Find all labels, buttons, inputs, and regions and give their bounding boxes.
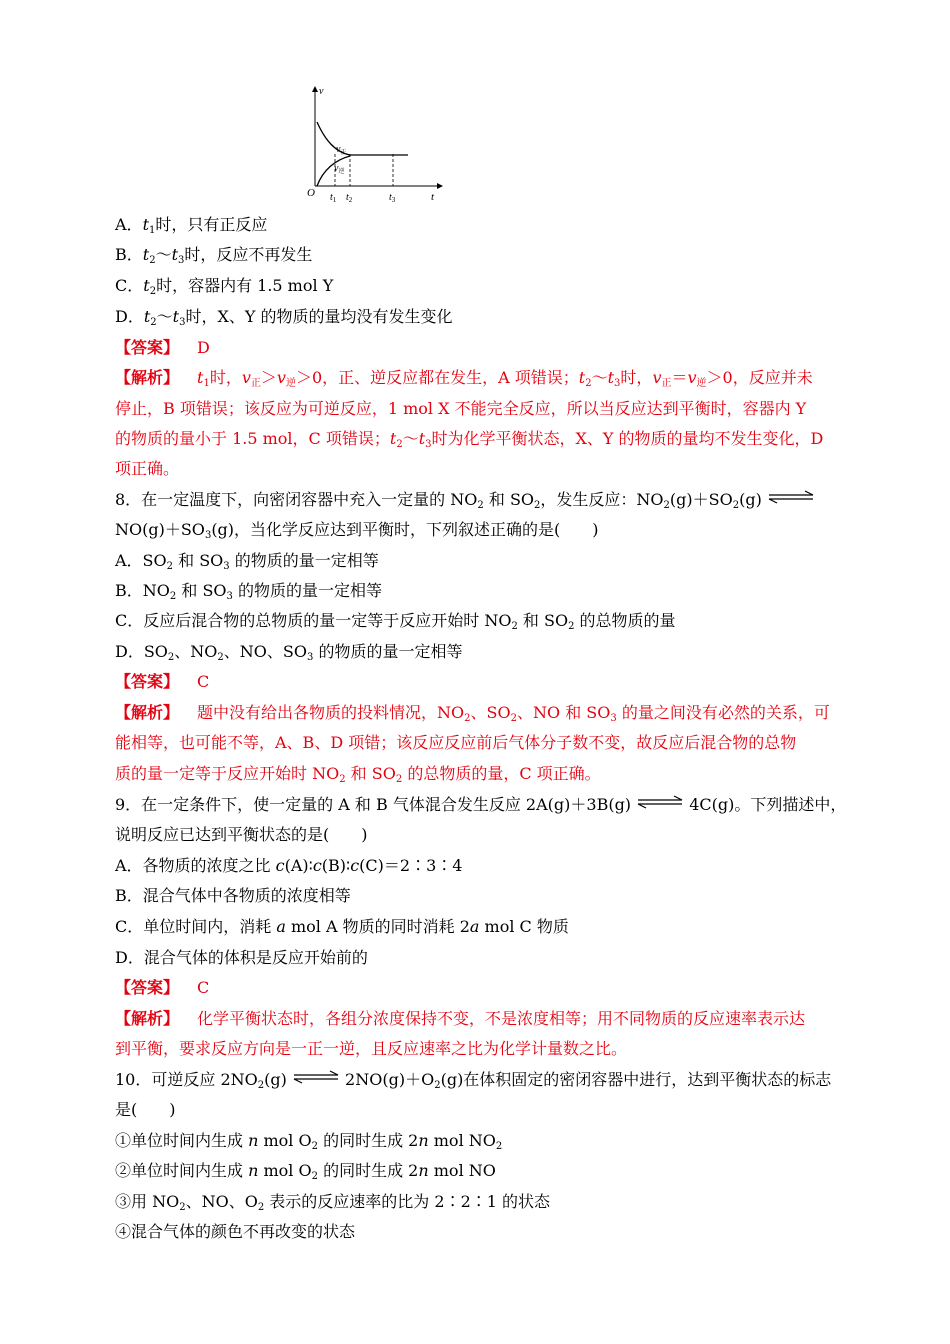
reversible-arrow-icon bbox=[636, 795, 684, 809]
q9-option-c: C．单位时间内，消耗 a mol A 物质的同时消耗 2a mol C 物质 bbox=[115, 917, 569, 936]
q7-option-d: D．$t_2\sim t_3$时，X、Y 的物质的量均没有发生变化 bbox=[115, 307, 453, 328]
x-axis-label: t bbox=[431, 191, 435, 203]
q8-option-c: C．反应后混合物的总物质的量一定等于反应开始时 $NO_2$ 和 $SO_2$ 的总物质的量 bbox=[115, 611, 676, 632]
reversible-arrow-icon bbox=[292, 1070, 340, 1084]
v-reverse-label: $v_逆$ bbox=[334, 163, 345, 175]
q9-stem-line-2: 说明反应已达到平衡状态的是( ) bbox=[115, 825, 368, 844]
q9-stem-line-1: 9．在一定条件下，使一定量的 A 和 B 气体混合发生反应 2A(g)＋3B(g) 4C(g)。下列描述中， bbox=[115, 795, 847, 814]
q9-option-b: B．混合气体中各物质的浓度相等 bbox=[115, 886, 351, 905]
q7-analysis-line-2: 停止，B 项错误；该反应为可逆反应，1 mol X 不能完全反应，所以当反应达到平衡时，容器内 Y bbox=[115, 399, 807, 418]
q9-option-d: D．混合气体的体积是反应开始前的 bbox=[115, 948, 368, 967]
rate-time-graph-svg bbox=[290, 82, 450, 207]
q7-option-c: C．$t_2$时，容器内有 1.5 mol Y bbox=[115, 276, 334, 297]
rate-time-graph bbox=[290, 82, 450, 207]
q10-stem-line-1: 10．可逆反应 $2NO_2(g)$ $2NO(g)+O_2(g)$在体积固定的密闭容器中进行，达到平衡状态的标志 bbox=[115, 1070, 832, 1091]
q9-answer: 【答案】 C bbox=[115, 978, 210, 997]
q7-analysis-line-1: 【解析】 $t_1$时，$v_正>v_逆>0$，正、逆反应都在发生，A 项错误；$t_2\sim t_3$时，$v_正=v_逆>0$，反应并未 bbox=[115, 368, 813, 389]
q8-option-b: B．$NO_2$ 和 $SO_3$ 的物质的量一定相等 bbox=[115, 581, 382, 602]
q7-analysis-line-4: 项正确。 bbox=[115, 459, 180, 478]
v-forward-label: $v_正$ bbox=[336, 144, 347, 156]
q8-stem-line-2: $NO(g)+SO_3(g)$，当化学反应达到平衡时，下列叙述正确的是( ) bbox=[115, 520, 599, 541]
q9-analysis-line-2: 到平衡，要求反应方向是一正一逆，且反应速率之比为化学计量数之比。 bbox=[115, 1039, 628, 1058]
q7-option-b: B．$t_2\sim t_3$时，反应不再发生 bbox=[115, 245, 313, 266]
t3-label: $t_3$ bbox=[389, 192, 396, 204]
q8-answer: 【答案】 C bbox=[115, 672, 210, 691]
origin-label: O bbox=[307, 187, 315, 199]
q8-stem-line-1: 8．在一定温度下，向密闭容器中充入一定量的 $NO_2$ 和 $SO_2$，发生反应：$NO_2(g)+SO_2(g)$ bbox=[115, 485, 815, 521]
q8-option-d: D．$SO_2$、$NO_2$、NO、$SO_3$ 的物质的量一定相等 bbox=[115, 642, 463, 663]
q10-item-2: ②单位时间内生成 n mol $O_2$ 的同时生成 2n mol NO bbox=[115, 1161, 496, 1182]
q10-item-3: ③用 $NO_2$、NO、$O_2$ 表示的反应速率的比为 2∶2∶1 的状态 bbox=[115, 1192, 551, 1213]
t2-label: $t_2$ bbox=[346, 192, 353, 204]
q7-answer: 【答案】 D bbox=[115, 338, 210, 357]
q10-item-1: ①单位时间内生成 n mol $O_2$ 的同时生成 2n mol $NO_2$ bbox=[115, 1131, 503, 1152]
q8-option-a: A．$SO_2$ 和 $SO_3$ 的物质的量一定相等 bbox=[115, 551, 379, 572]
v-forward-curve bbox=[317, 122, 408, 155]
q9-option-a: A．各物质的浓度之比 c(A)∶c(B)∶c(C)＝2∶3∶4 bbox=[115, 856, 463, 875]
q7-option-a: A．$t_1$时，只有正反应 bbox=[115, 215, 268, 236]
q8-analysis-line-1: 【解析】 题中没有给出各物质的投料情况，$NO_2$、$SO_2$、NO 和 $SO_3$ 的量之间没有必然的关系，可 bbox=[115, 703, 830, 724]
q8-analysis-line-3: 质的量一定等于反应开始时 $NO_2$ 和 $SO_2$ 的总物质的量，C 项正确。 bbox=[115, 764, 601, 785]
q9-analysis-line-1: 【解析】 化学平衡状态时，各组分浓度保持不变，不是浓度相等；用不同物质的反应速率表示达 bbox=[115, 1009, 806, 1028]
q10-item-4: ④混合气体的颜色不再改变的状态 bbox=[115, 1222, 356, 1241]
q10-stem-line-2: 是( ) bbox=[115, 1100, 176, 1119]
y-axis-label: v bbox=[319, 86, 324, 97]
reversible-arrow-icon bbox=[767, 490, 815, 504]
t1-label: $t_1$ bbox=[330, 192, 337, 204]
q7-analysis-line-3: 的物质的量小于 1.5 mol，C 项错误；$t_2\sim t_3$时为化学平衡状态，X、Y 的物质的量均不发生变化，D bbox=[115, 429, 824, 450]
q8-analysis-line-2: 能相等，也可能不等，A、B、D 项错；该反应反应前后气体分子数不变，故反应后混合物的总物 bbox=[115, 733, 797, 752]
